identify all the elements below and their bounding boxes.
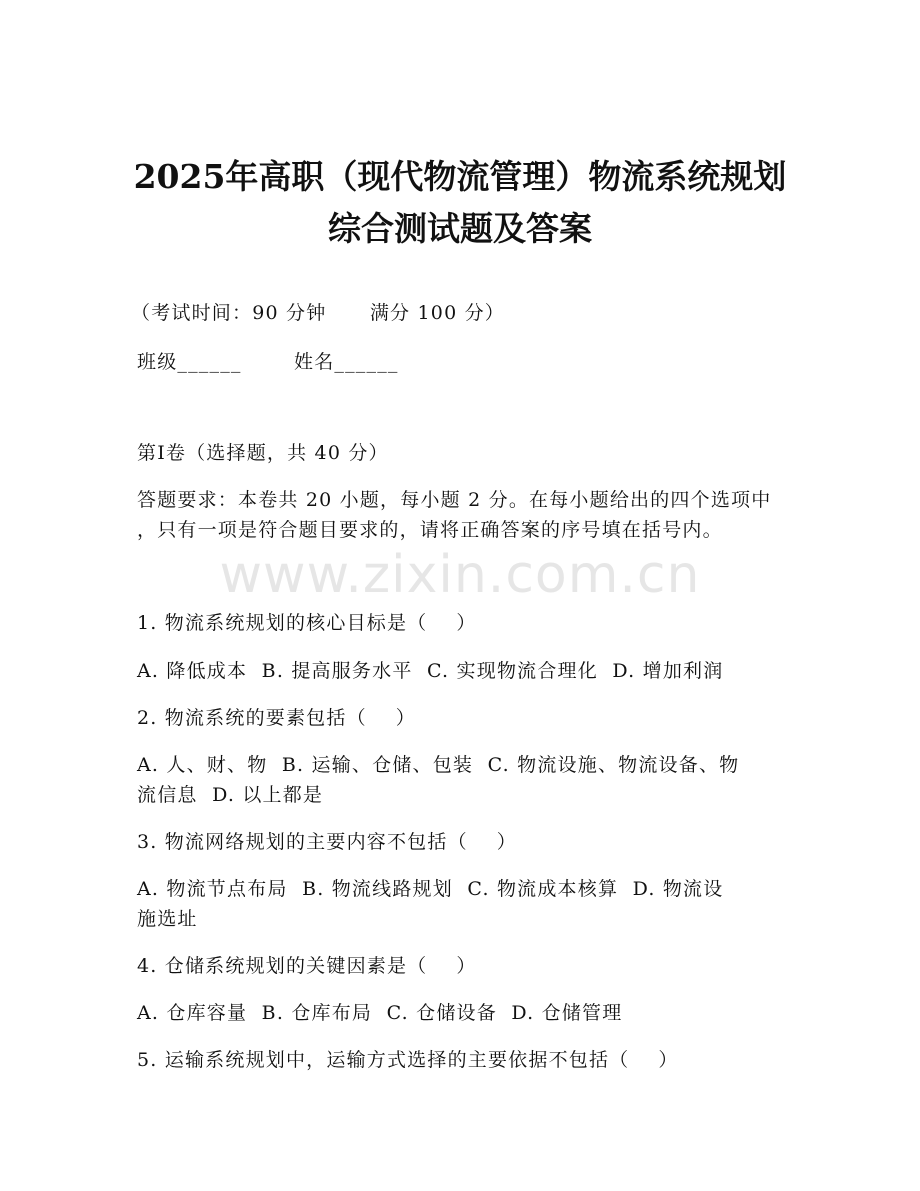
question-1-options: A. 降低成本 B. 提高服务水平 C. 实现物流合理化 D. 增加利润	[137, 660, 724, 682]
question-3-options-line-1: A. 物流节点布局 B. 物流线路规划 C. 物流成本核算 D. 物流设	[137, 878, 724, 900]
instructions-line-1: 答题要求：本卷共 20 小题，每小题 2 分。在每小题给出的四个选项中	[137, 489, 772, 511]
question-2-stem: 2. 物流系统的要素包括（ ）	[137, 707, 416, 729]
exam-time-score: （考试时间：90 分钟 满分 100 分）	[131, 302, 505, 324]
instructions-line-2: ，只有一项是符合题目要求的，请将正确答案的序号填在括号内。	[137, 519, 723, 541]
title-line-2: 综合测试题及答案	[328, 209, 592, 248]
question-2-options-line-2: 流信息 D. 以上都是	[137, 784, 324, 806]
question-3-stem: 3. 物流网络规划的主要内容不包括（ ）	[137, 831, 517, 853]
question-4-stem: 4. 仓储系统规划的关键因素是（ ）	[137, 955, 477, 977]
section-heading: 第Ⅰ卷（选择题，共 40 分）	[137, 442, 389, 464]
title-line-1: 2025年高职（现代物流管理）物流系统规划	[133, 157, 787, 196]
question-2-options-line-1: A. 人、财、物 B. 运输、仓储、包装 C. 物流设施、物流设备、物	[137, 754, 740, 776]
question-5-stem: 5. 运输系统规划中，运输方式选择的主要依据不包括（ ）	[137, 1049, 679, 1071]
name-field-label: 姓名______	[294, 351, 399, 373]
watermark: www.zixin.com.cn	[219, 545, 701, 605]
question-4-options: A. 仓库容量 B. 仓库布局 C. 仓储设备 D. 仓储管理	[137, 1002, 623, 1024]
question-3-options-line-2: 施选址	[137, 908, 198, 930]
class-field-label: 班级______	[137, 351, 242, 373]
question-1-stem: 1. 物流系统规划的核心目标是（ ）	[137, 612, 477, 634]
